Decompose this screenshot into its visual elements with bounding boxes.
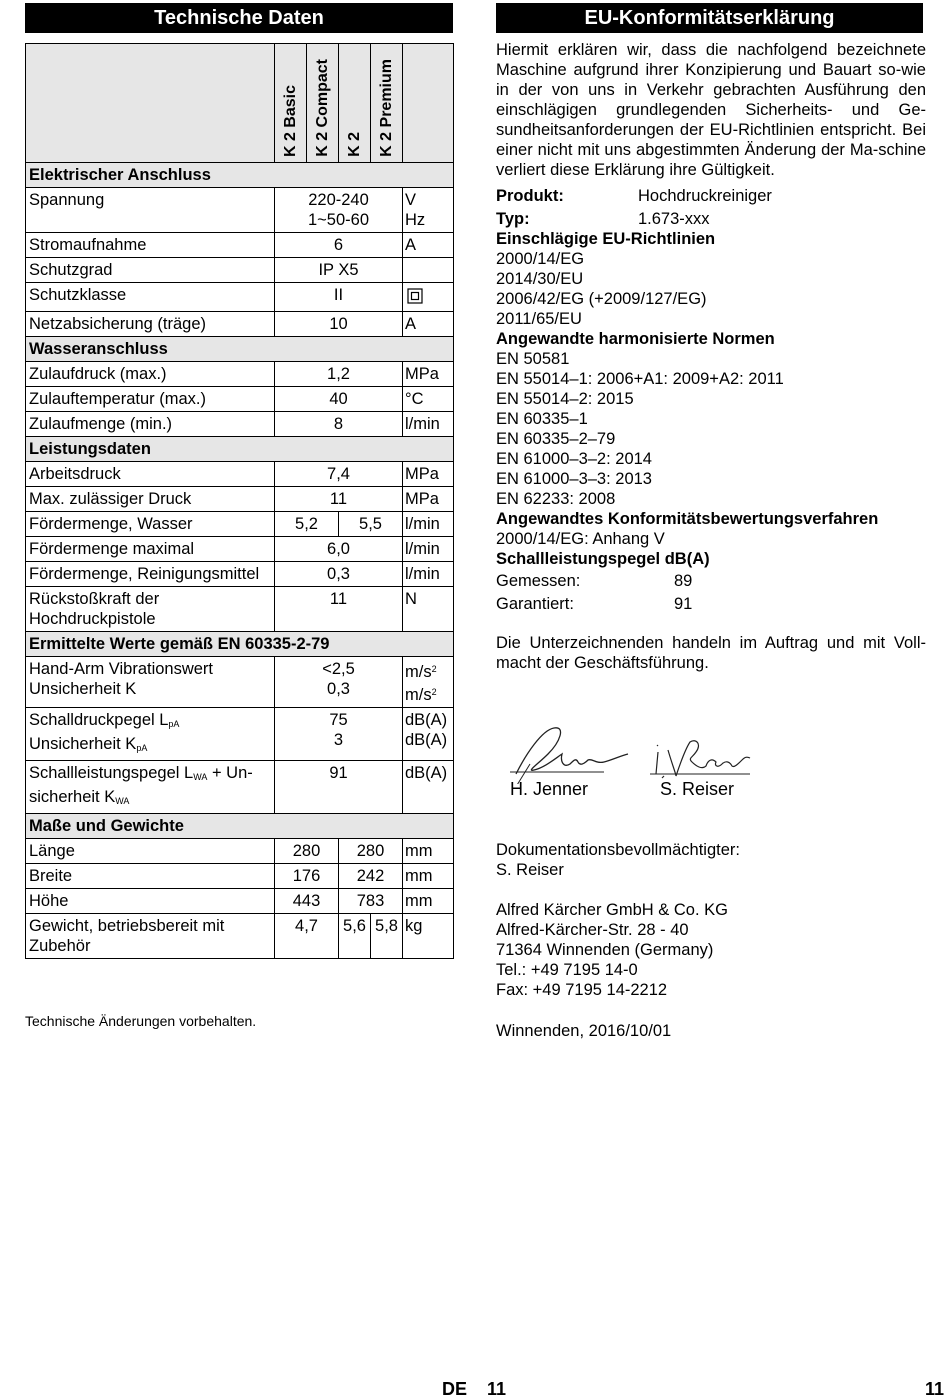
table-row: Fördermenge, Reinigungsmittel 0,3 l/min <box>26 562 454 587</box>
section-row: Wasseranschluss <box>26 337 454 362</box>
table-row: Zulauftemperatur (max.) 40 °C <box>26 387 454 412</box>
section-heading-eu-konformitaet: EU-Konformitätserklärung <box>496 3 923 33</box>
directive-item: 2006/42/EG (+2009/127/EG) <box>496 289 707 308</box>
table-row: Breite 176 242 mm <box>26 864 454 889</box>
table-row: Fördermenge maximal 6,0 l/min <box>26 537 454 562</box>
table-row: Rückstoßkraft der Hochdruckpistole 11 N <box>26 587 454 632</box>
signature-jenner-icon <box>504 724 644 784</box>
standard-item: EN 61000–3–2: 2014 <box>496 449 652 468</box>
procedure-text: 2000/14/EG: Anhang V <box>496 529 665 548</box>
page-footer: DE 11 <box>442 1379 507 1399</box>
technical-data-table <box>25 43 454 959</box>
table-row: Gewicht, betriebsbereit mit Zubehör 4,7 5,6 5,8 kg <box>26 914 454 959</box>
signatures <box>496 724 796 804</box>
directive-item: 2000/14/EG <box>496 249 585 268</box>
standard-item: EN 50581 <box>496 349 570 368</box>
section-row: Leistungsdaten <box>26 437 454 462</box>
table-header-row <box>26 44 454 163</box>
directive-item: 2011/65/EU <box>496 309 582 328</box>
model-header: K 2 Compact <box>313 59 331 157</box>
signer-name: S. Reiser <box>660 779 735 799</box>
standard-item: EN 60335–1 <box>496 409 588 428</box>
protection-class-ii-icon <box>407 288 423 304</box>
measured-row: Gemessen: 89 <box>496 572 693 591</box>
table-row: Netzabsicherung (träge) 10 A <box>26 312 454 337</box>
product-row: Produkt: Hochdruckreiniger <box>496 187 772 205</box>
table-row: Schallleistungspegel $L_{WA} + Un-$ sicherheit $K_{WA}$ 91 dB(A) <box>26 761 454 814</box>
standard-item: EN 62233: 2008 <box>496 489 616 508</box>
place-date: Winnenden, 2016/10/01 <box>496 1022 672 1040</box>
table-row: Höhe 443 783 mm <box>26 889 454 914</box>
table-row: Schutzgrad IP X5 <box>26 258 454 283</box>
type-row: Typ: 1.673-xxx <box>496 209 710 228</box>
section-row: Maße und Gewichte <box>26 814 454 839</box>
signer-name: H. Jenner <box>510 779 589 799</box>
standard-item: EN 55014–2: 2015 <box>496 389 634 408</box>
standard-item: EN 61000–3–3: 2013 <box>496 469 652 488</box>
section-row: Elektrischer Anschluss <box>26 163 454 188</box>
table-row: Schutzklasse II <box>26 283 454 312</box>
table-row: Stromaufnahme 6 A <box>26 233 454 258</box>
page-number: 11 <box>925 1379 945 1399</box>
table-row: Max. zulässiger Druck 11 MPa <box>26 487 454 512</box>
section-heading-technische-daten: Technische Daten <box>25 3 453 33</box>
conformity-declaration <box>496 40 926 673</box>
model-header: K 2 Basic <box>281 84 299 157</box>
standard-item: EN 55014–1: 2006+A1: 2009+A2: 2011 <box>496 369 784 388</box>
procedure-title: Angewandtes Konformitätsbewertungsverfahren <box>496 509 879 528</box>
table-row: Zulaufdruck (max.) 1,2 MPa <box>26 362 454 387</box>
model-header: K 2 Premium <box>377 59 395 157</box>
table-row: Hand-Arm Vibrationswert Unsicherheit K <2,5 0,3 $m/s^2$ $m/s^2$ <box>26 657 454 708</box>
sound-power-title: Schallleistungspegel dB(A) <box>496 549 710 568</box>
section-row: Ermittelte Werte gemäß EN 60335-2-79 <box>26 632 454 657</box>
standards-title: Angewandte harmonisierte Normen <box>496 329 775 348</box>
table-row: Spannung 220-240 1~50-60 V Hz <box>26 188 454 233</box>
intro-text: Hiermit erklären wir, dass die nachfolgend bezeichnete Maschine aufgrund ihrer Konzipierung und Bauart so-wie in der von uns in Verkehr gebrachten Ausführung den einschlägigen grundlegenden Sicherheits- und Ge-sundheitsanforderungen der EU-Richtlinien entspricht. Bei einer nicht mit uns abgestimmten Änderung der Ma-schine verliert diese Erklärung ihre Gültigkeit. <box>496 41 926 179</box>
table-row: Zulaufmenge (min.) 8 l/min <box>26 412 454 437</box>
table-row: Fördermenge, Wasser 5,2 5,5 l/min <box>26 512 454 537</box>
authorization-text: Die Unterzeichnenden handeln im Auftrag und mit Voll-macht der Geschäftsführung. <box>496 633 926 672</box>
guaranteed-row: Garantiert: 91 <box>496 594 693 613</box>
directive-item: 2014/30/EU <box>496 269 584 288</box>
directives-title: Einschlägige EU-Richtlinien <box>496 229 716 248</box>
footnote: Technische Änderungen vorbehalten. <box>25 1013 257 1029</box>
standard-item: EN 60335–2–79 <box>496 429 616 448</box>
table-row: Schalldruckpegel $L_{pA}$ Unsicherheit $K_{pA}$ 75 3 dB(A) dB(A) <box>26 708 454 761</box>
model-header: K 2 <box>345 132 363 157</box>
table-row: Länge 280 280 mm <box>26 839 454 864</box>
table-row: Arbeitsdruck 7,4 MPa <box>26 462 454 487</box>
documentation-representative: Dokumentationsbevollmächtigter: S. Reiser Alfred Kärcher GmbH & Co. KG Alfred-Kärcher-Str. 28 - 40 71364 Winnenden (Germany) Tel.: +49 7195 14-0 Fax: +49 7195 14-2212 Winnenden, 2016/10/01 <box>496 840 926 1041</box>
